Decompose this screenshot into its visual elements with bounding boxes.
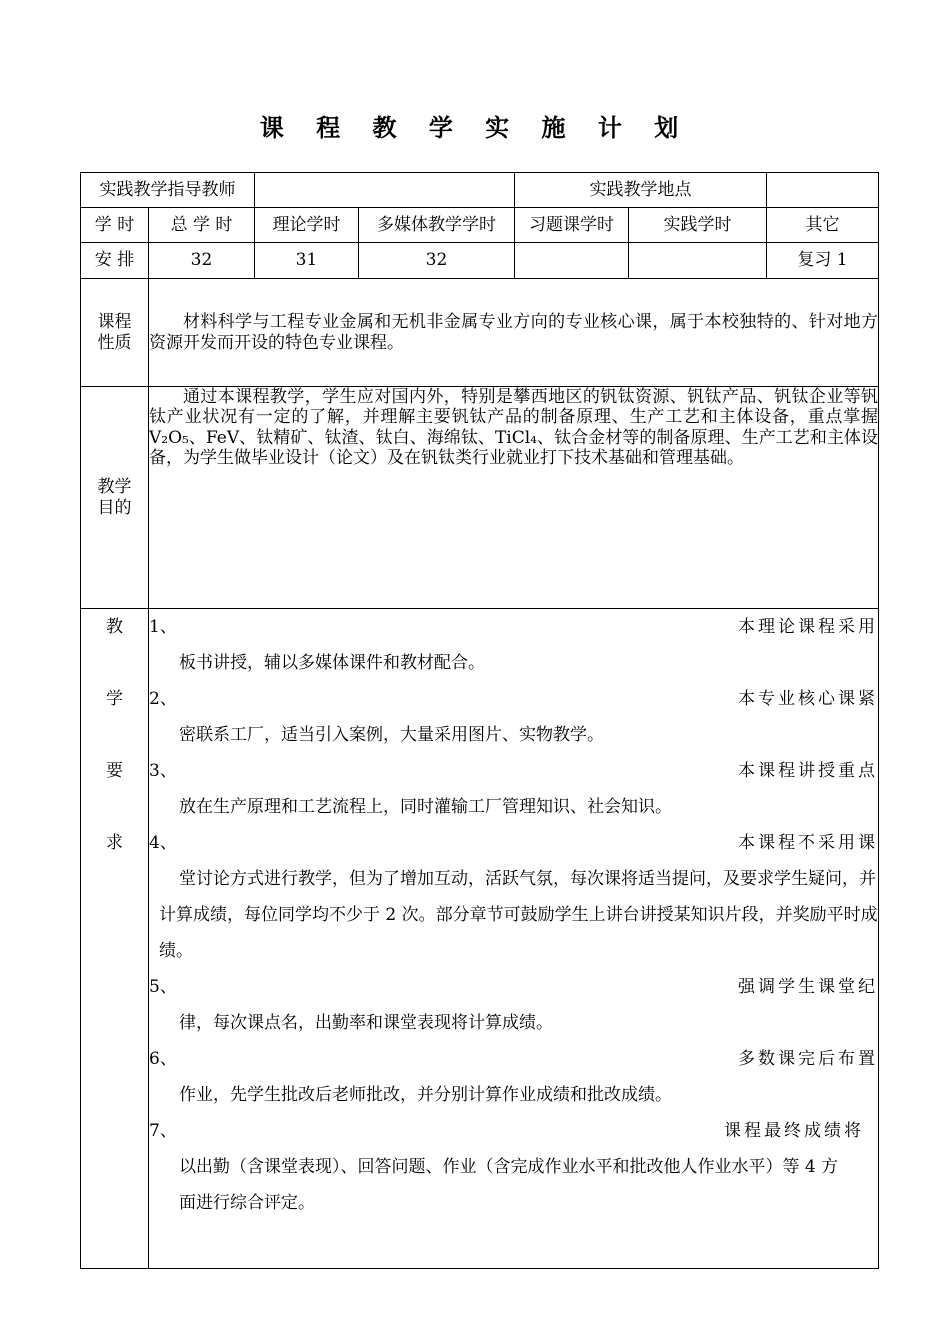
list-item (149, 1113, 878, 1221)
hours-val-exercise (515, 243, 629, 279)
list-item (149, 681, 878, 753)
list-item (149, 969, 878, 1041)
item-number: 6、 (149, 1049, 177, 1069)
list-item (149, 609, 878, 681)
requirements-label-char: 教 (106, 617, 123, 637)
item-text: 板书讲授，辅以多媒体课件和教材配合。 (179, 653, 485, 673)
requirements-label-char: 求 (106, 833, 123, 853)
objective-label-1: 教学 (97, 477, 132, 498)
item-head: 多数课完后布置 (738, 1049, 878, 1069)
requirements-row (81, 609, 879, 1269)
nature-label-2: 性质 (97, 332, 132, 353)
hours-col-total: 总 学 时 (149, 208, 255, 243)
list-item (149, 1041, 878, 1113)
objective-text-cell (149, 387, 879, 609)
nature-label (81, 279, 149, 387)
item-text: 以出勤（含课堂表现）、回答问题、作业（含完成作业水平和批改他人作业水平）等 4 方面进行综合评定。 (179, 1157, 839, 1213)
item-head: 课程最终成绩将 (724, 1121, 864, 1141)
hours-col-exercise: 习题课学时 (515, 208, 629, 243)
objective-label-2: 目的 (97, 497, 132, 518)
hours-row-label-bottom: 安 排 (81, 243, 149, 279)
hours-val-multimedia: 32 (359, 243, 515, 279)
requirements-label-char: 学 (106, 689, 123, 709)
nature-text-cell (149, 279, 879, 387)
item-head: 强调学生课堂纪 (738, 977, 878, 997)
hours-row-label-top: 学 时 (81, 208, 149, 243)
instructor-value (255, 173, 515, 208)
header-row (81, 173, 879, 208)
hours-col-theory: 理论学时 (255, 208, 359, 243)
requirements-list (149, 609, 879, 1269)
list-item (149, 753, 878, 825)
hours-col-practice: 实践学时 (629, 208, 767, 243)
objective-text: 通过本课程教学，学生应对国内外，特别是攀西地区的钒钛资源、钒钛产品、钒钛企业等钒钛产业状况有一定的了解，并理解主要钒钛产品的制备原理、生产工艺和主体设备，重点掌握V₂O₅、FeV、钛精矿、钛渣、钛白、海绵钛、TiCl₄、钛合金材等的制备原理、生产工艺和主体设备，为学生做毕业设计（论文）及在钒钛类行业就业打下技术基础和管理基础。 (149, 387, 878, 469)
location-value (767, 173, 879, 208)
hours-val-total: 32 (149, 243, 255, 279)
hours-val-practice (629, 243, 767, 279)
item-text: 放在生产原理和工艺流程上，同时灌输工厂管理知识、社会知识。 (179, 797, 672, 817)
page-title: 课 程 教 学 实 施 计 划 (259, 114, 691, 142)
hours-val-other: 复习 1 (767, 243, 879, 279)
item-number: 1、 (149, 617, 177, 637)
list-item (149, 825, 878, 969)
hours-col-other: 其它 (767, 208, 879, 243)
hours-header-row (81, 208, 879, 243)
item-text: 律，每次课点名，出勤率和课堂表现将计算成绩。 (179, 1013, 553, 1033)
item-text: 堂讨论方式进行教学，但为了增加互动，活跃气氛，每次课将适当提问，及要求学生疑问，并计算成绩，每位同学均不少于 2 次。部分章节可鼓励学生上讲台讲授某知识片段，并奖励平时成绩。 (159, 869, 878, 961)
item-head: 本专业核心课紧 (738, 689, 878, 709)
nature-label-1: 课程 (97, 312, 132, 333)
item-text: 作业，先学生批改后老师批改，并分别计算作业成绩和批改成绩。 (179, 1085, 672, 1105)
item-number: 7、 (149, 1121, 177, 1141)
item-head: 本课程不采用课 (738, 833, 878, 853)
nature-text: 材料科学与工程专业金属和无机非金属专业方向的专业核心课，属于本校独特的、针对地方资源开发而开设的特色专业课程。 (149, 312, 878, 353)
objective-row (81, 387, 879, 609)
item-head: 本理论课程采用 (738, 617, 878, 637)
item-head: 本课程讲授重点 (738, 761, 878, 781)
objective-label (81, 387, 149, 609)
requirements-label (81, 609, 149, 1269)
instructor-label: 实践教学指导教师 (81, 173, 255, 208)
location-label: 实践教学地点 (515, 173, 767, 208)
plan-table (80, 172, 879, 1269)
item-number: 4、 (149, 833, 177, 853)
hours-values-row (81, 243, 879, 279)
item-text: 密联系工厂，适当引入案例，大量采用图片、实物教学。 (179, 725, 604, 745)
item-number: 3、 (149, 761, 177, 781)
requirements-label-char: 要 (106, 761, 123, 781)
hours-col-multimedia: 多媒体教学学时 (359, 208, 515, 243)
nature-row (81, 279, 879, 387)
hours-val-theory: 31 (255, 243, 359, 279)
item-number: 2、 (149, 689, 177, 709)
item-number: 5、 (149, 977, 177, 997)
